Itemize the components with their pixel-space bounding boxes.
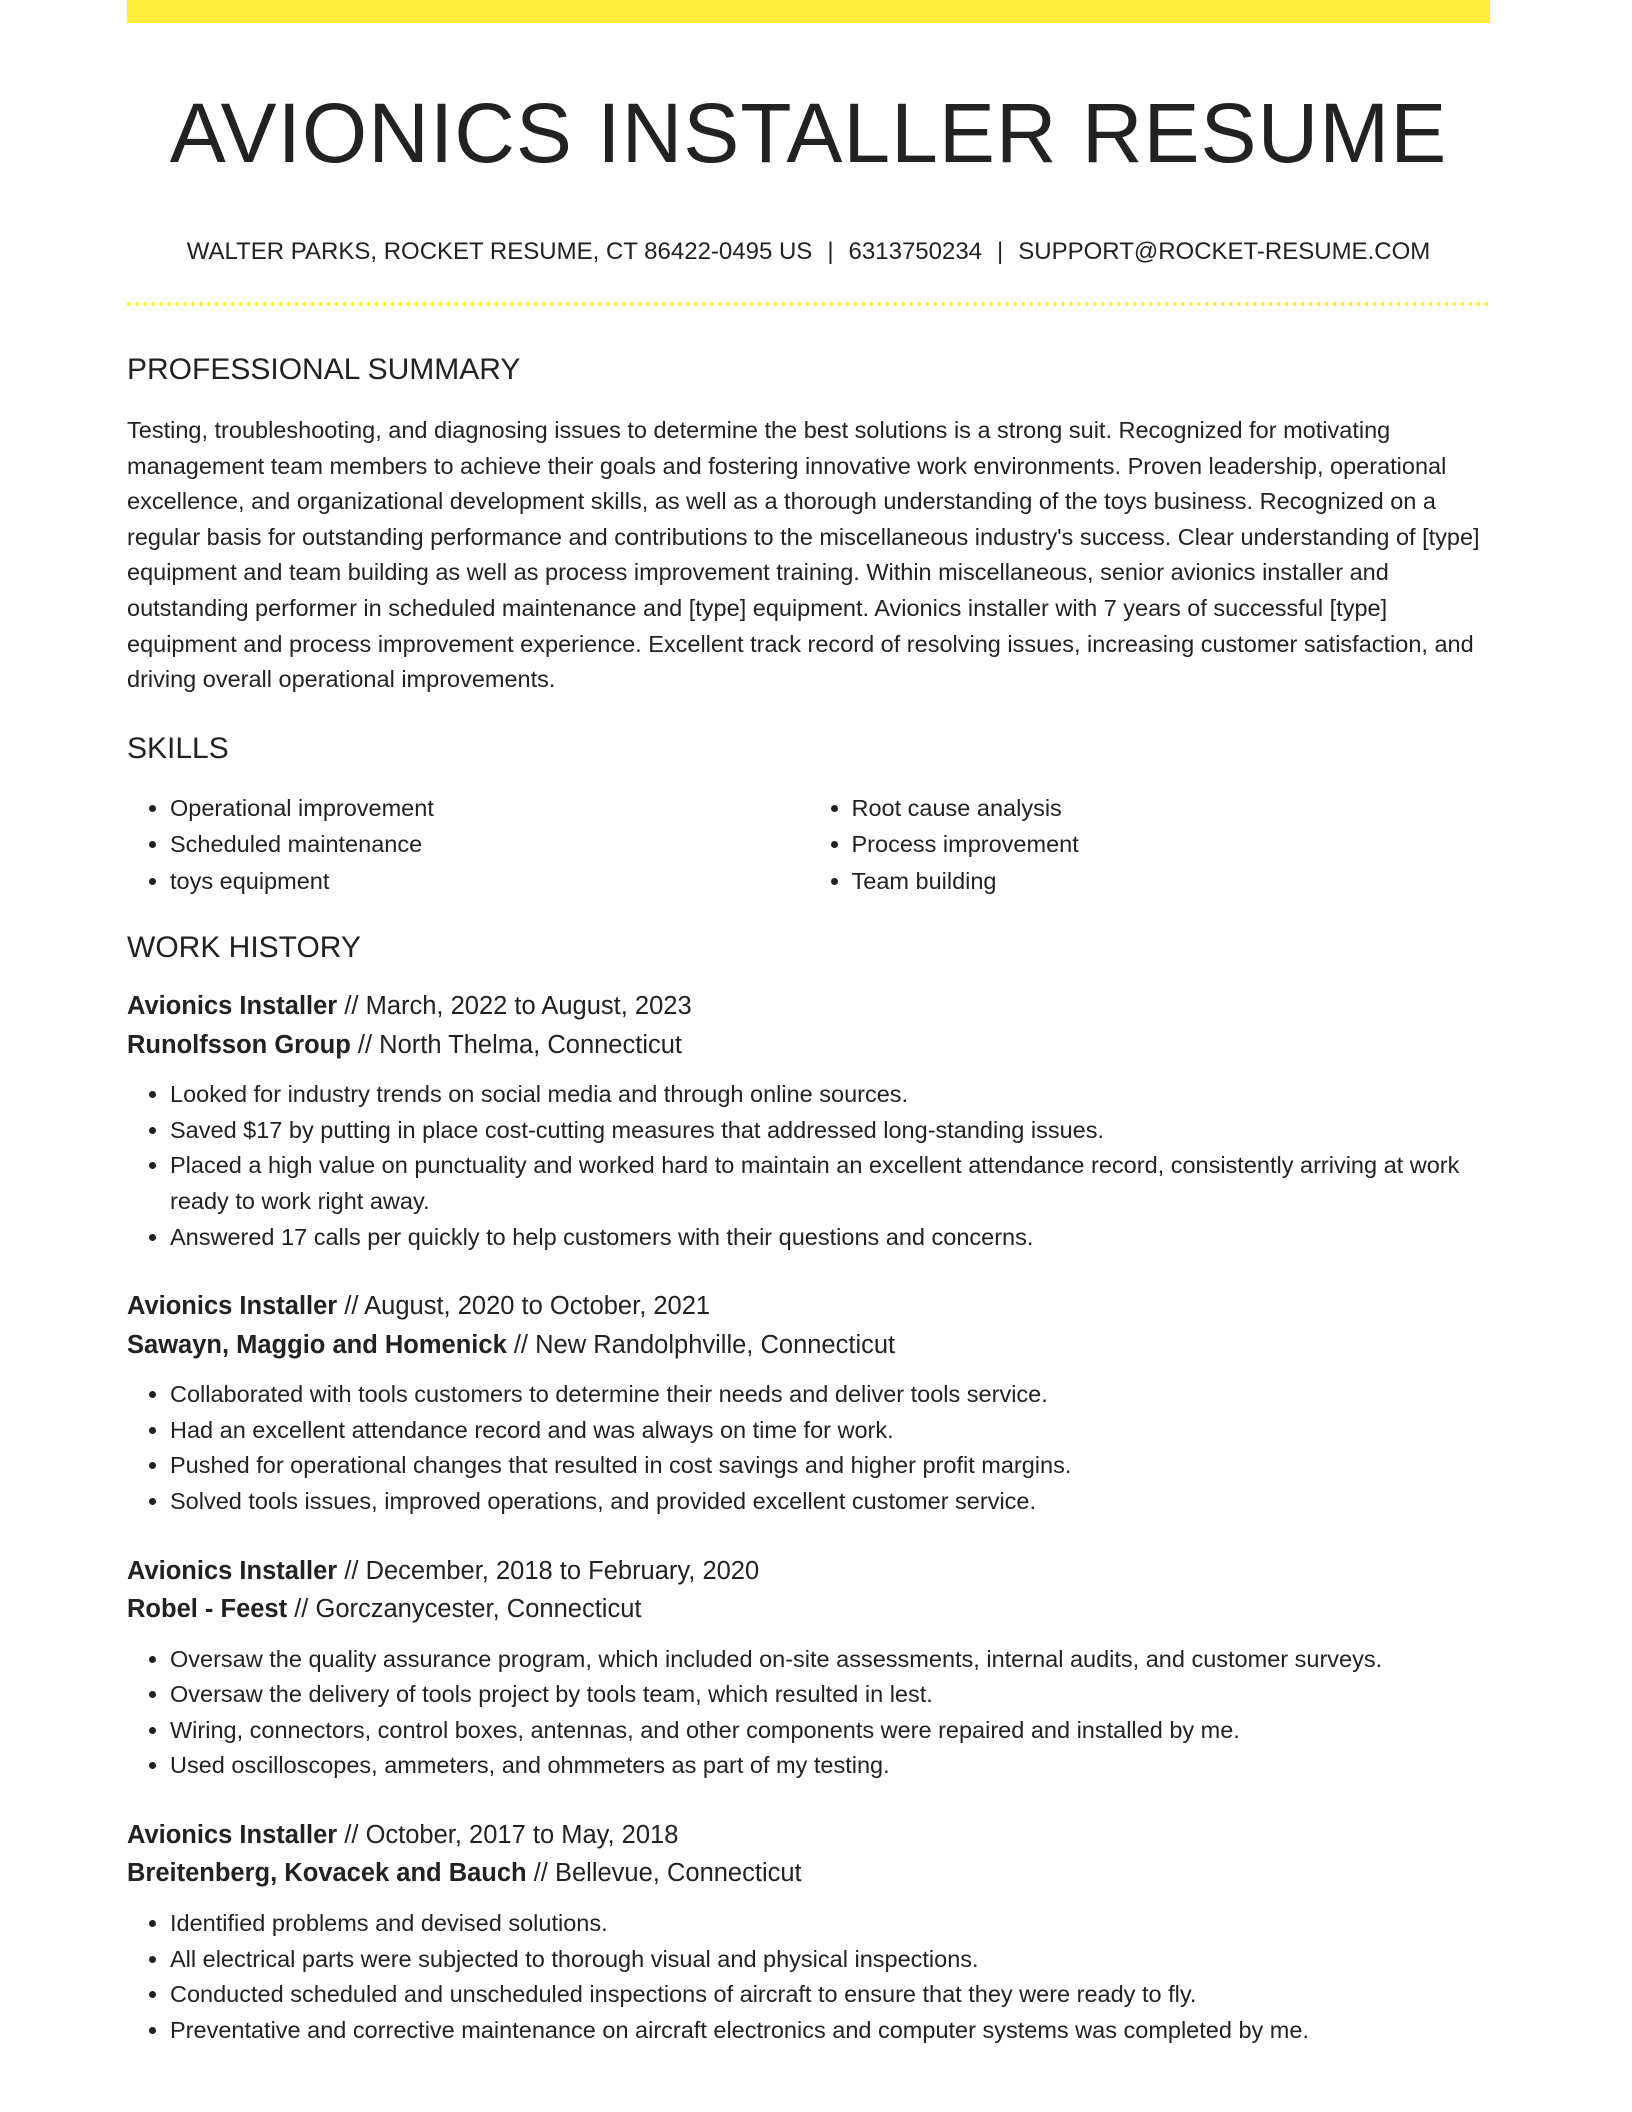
job-divider: // bbox=[357, 1030, 373, 1059]
skills-column-right bbox=[809, 790, 1491, 900]
job-divider: // bbox=[344, 1292, 359, 1321]
job-bullets bbox=[127, 1642, 1490, 1784]
job-bullets bbox=[127, 1377, 1490, 1519]
job-company-line bbox=[127, 1326, 1490, 1365]
job-bullet: • Conducted scheduled and unscheduled inspections of aircraft to ensure that they were ready to fly. bbox=[170, 1977, 1490, 2013]
skill-item: • Scheduled maintenance bbox=[170, 826, 809, 863]
job-location: North Thelma, Connecticut bbox=[379, 1030, 683, 1059]
job-bullet: • Oversaw the delivery of tools project by tools team, which resulted in lest. bbox=[170, 1677, 1490, 1713]
job-entry bbox=[127, 1287, 1490, 1519]
job-bullet: • Placed a high value on punctuality and worked hard to maintain an excellent attendance record, consistently arriving at work ready to work right away. bbox=[170, 1148, 1490, 1219]
page-title: AVIONICS INSTALLER RESUME bbox=[169, 86, 1448, 180]
work-history-heading: WORK HISTORY bbox=[127, 931, 361, 965]
job-divider: // bbox=[344, 992, 359, 1021]
contact-email: SUPPORT@ROCKET-RESUME.COM bbox=[1018, 237, 1431, 265]
summary-heading: PROFESSIONAL SUMMARY bbox=[127, 352, 521, 386]
job-divider: // bbox=[533, 1859, 548, 1888]
job-company: Runolfsson Group bbox=[127, 1030, 351, 1059]
job-company-line bbox=[127, 1026, 1490, 1065]
job-title: Avionics Installer bbox=[127, 992, 338, 1021]
job-title: Avionics Installer bbox=[127, 1820, 338, 1849]
job-dates: October, 2017 to May, 2018 bbox=[365, 1820, 679, 1849]
job-company: Breitenberg, Kovacek and Bauch bbox=[127, 1859, 527, 1888]
contact-separator: | bbox=[997, 237, 1004, 265]
job-dates: August, 2020 to October, 2021 bbox=[364, 1292, 711, 1321]
skills-grid bbox=[127, 790, 1490, 900]
job-company-line bbox=[127, 1854, 1490, 1893]
job-dates: March, 2022 to August, 2023 bbox=[365, 992, 692, 1021]
contact-phone: 6313750234 bbox=[848, 237, 983, 265]
job-divider: // bbox=[294, 1595, 309, 1624]
job-entry bbox=[127, 1552, 1490, 1784]
job-title-line bbox=[127, 987, 1490, 1026]
job-company: Robel - Feest bbox=[127, 1595, 288, 1624]
contact-line bbox=[127, 236, 1490, 267]
accent-bar bbox=[127, 0, 1490, 23]
job-bullet: • Pushed for operational changes that resulted in cost savings and higher profit margins. bbox=[170, 1448, 1490, 1484]
job-divider: // bbox=[344, 1820, 359, 1849]
resume-page bbox=[127, 0, 1490, 2048]
job-bullet: • Solved tools issues, improved operations, and provided excellent customer service. bbox=[170, 1484, 1490, 1520]
skill-item: • Team building bbox=[852, 863, 1491, 900]
job-location: Gorczanycester, Connecticut bbox=[315, 1595, 642, 1624]
job-entry bbox=[127, 987, 1490, 1255]
skill-item: • Root cause analysis bbox=[852, 790, 1491, 827]
job-company-line bbox=[127, 1590, 1490, 1629]
job-bullets bbox=[127, 1077, 1490, 1255]
skill-item: • Process improvement bbox=[852, 826, 1491, 863]
skill-item: • toys equipment bbox=[170, 863, 809, 900]
job-bullet: • Had an excellent attendance record and was always on time for work. bbox=[170, 1413, 1490, 1449]
job-title-line bbox=[127, 1816, 1490, 1855]
job-entry bbox=[127, 1816, 1490, 2048]
dotted-divider bbox=[127, 302, 1490, 306]
skills-column-left bbox=[127, 790, 809, 900]
skills-heading: SKILLS bbox=[127, 731, 229, 765]
job-dates: December, 2018 to February, 2020 bbox=[365, 1556, 760, 1585]
job-bullet: • Oversaw the quality assurance program, which included on-site assessments, internal audits, and customer surveys. bbox=[170, 1642, 1490, 1678]
job-location: New Randolphville, Connecticut bbox=[535, 1330, 896, 1359]
job-bullet: • Saved $17 by putting in place cost-cutting measures that addressed long-standing issues. bbox=[170, 1113, 1490, 1149]
job-company: Sawayn, Maggio and Homenick bbox=[127, 1330, 507, 1359]
job-divider: // bbox=[344, 1556, 359, 1585]
job-bullet: • Collaborated with tools customers to determine their needs and deliver tools service. bbox=[170, 1377, 1490, 1413]
job-title: Avionics Installer bbox=[127, 1556, 338, 1585]
job-bullet: • Looked for industry trends on social media and through online sources. bbox=[170, 1077, 1490, 1113]
job-bullet: • Wiring, connectors, control boxes, antennas, and other components were repaired and installed by me. bbox=[170, 1713, 1490, 1749]
job-location: Bellevue, Connecticut bbox=[554, 1859, 802, 1888]
contact-address: WALTER PARKS, ROCKET RESUME, CT 86422-0495 US bbox=[186, 237, 813, 265]
job-title: Avionics Installer bbox=[127, 1292, 338, 1321]
summary-text: Testing, troubleshooting, and diagnosing issues to determine the best solutions is a strong suit. Recognized for motivating management team members to achieve their goals and fostering innovative work environments. Proven leadership, operational excellence, and organizational development skills, as well as a thorough understanding of the toys business. Recognized on a regular basis for outstanding performance and contributions to the miscellaneous industry's success. Clear understanding of [type] equipment and team building as well as process improvement training. Within miscellaneous, senior avionics installer and outstanding performer in scheduled maintenance and [type] equipment. Avionics installer with 7 years of successful [type] equipment and process improvement experience. Excellent track record of resolving issues, increasing customer satisfaction, and driving overall operational improvements. bbox=[127, 416, 1480, 693]
job-bullet: • Preventative and corrective maintenance on aircraft electronics and computer systems was completed by me. bbox=[170, 2013, 1490, 2049]
job-bullets bbox=[127, 1906, 1490, 2048]
job-title-line bbox=[127, 1552, 1490, 1591]
job-bullet: • Answered 17 calls per quickly to help customers with their questions and concerns. bbox=[170, 1220, 1490, 1256]
job-divider: // bbox=[513, 1330, 529, 1359]
job-bullet: • All electrical parts were subjected to thorough visual and physical inspections. bbox=[170, 1942, 1490, 1978]
job-title-line bbox=[127, 1287, 1490, 1326]
job-bullet: • Used oscilloscopes, ammeters, and ohmmeters as part of my testing. bbox=[170, 1748, 1490, 1784]
contact-separator: | bbox=[827, 237, 834, 265]
skill-item: • Operational improvement bbox=[170, 790, 809, 827]
job-bullet: • Identified problems and devised solutions. bbox=[170, 1906, 1490, 1942]
